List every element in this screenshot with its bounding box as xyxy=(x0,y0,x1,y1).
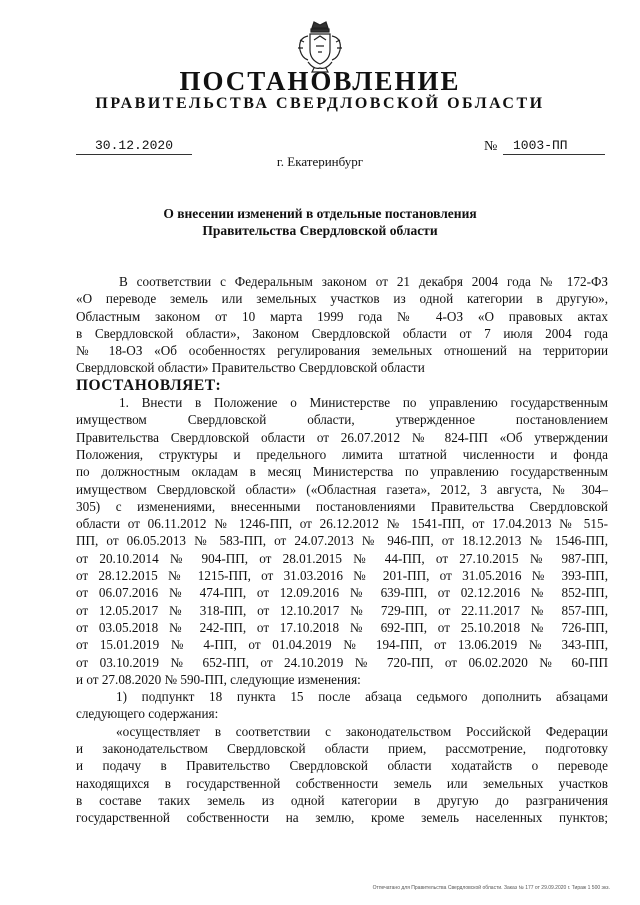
body-line: Свердловской области» Правительство Свердловской области xyxy=(76,360,425,376)
body-line: по должностным окладам в месяц Министерства по управлению государственным xyxy=(76,464,608,480)
body-line: государственной собственности на землю, кроме земель населенных пунктов; xyxy=(76,810,608,826)
body-line: Положения, структуры и предельного лимита штатной численности и фонда xyxy=(76,446,608,462)
body-line: 305) с изменениями, внесенными постановлениями Правительства Свердловской xyxy=(76,498,608,514)
document-subject xyxy=(0,205,640,239)
body-line: в Свердловской области», Законом Свердловской области от 7 июля 2004 года xyxy=(76,325,608,341)
body-line: Правительства Свердловской области от 26.07.2012 № 824-ПП «Об утверждении xyxy=(76,429,608,445)
body-line: от 20.10.2014 № 904-ПП, от 28.01.2015 № 44-ПП, от 27.10.2015 № 987-ПП, xyxy=(76,550,608,566)
body-line: в составе таких земель из одной категории в другую до разграничения xyxy=(76,792,608,808)
body-line: от 06.07.2016 № 474-ПП, от 12.09.2016 № 639-ПП, от 02.12.2016 № 852-ПП, xyxy=(76,585,608,601)
body-line: № 18-ОЗ «Об особенностях регулирования земельных отношений на территории xyxy=(76,343,608,359)
body-line: В соответствии с Федеральным законом от 21 декабря 2004 года № 172-ФЗ xyxy=(119,274,608,289)
city: г. Екатеринбург xyxy=(276,154,364,169)
body-line: и от 27.08.2020 № 590-ПП, следующие изменения: xyxy=(76,671,361,687)
body-line: от 28.12.2015 № 1215-ПП, от 31.03.2016 № 201-ПП, от 31.05.2016 № 393-ПП, xyxy=(76,568,608,584)
body-line: 1. Внести в Положение о Министерстве по управлению государственным xyxy=(119,395,608,411)
body-line: от 12.05.2017 № 318-ПП, от 12.10.2017 № 729-ПП, от 22.11.2017 № 857-ПП, xyxy=(76,602,608,618)
document-date: 30.12.2020 xyxy=(76,138,192,155)
subject-line: Правительства Свердловской области xyxy=(202,223,438,238)
subject-line: О внесении изменений в отдельные постановления xyxy=(163,206,477,221)
body-line: ПП, от 06.05.2013 № 583-ПП, от 24.07.2013 № 946-ПП, от 18.12.2013 № 1546-ПП, xyxy=(76,533,608,549)
body-line: следующего содержания: xyxy=(76,706,219,722)
number-sign: № xyxy=(484,139,498,154)
decree-word: ПОСТАНОВЛЯЕТ: xyxy=(76,376,222,394)
document-body xyxy=(76,273,608,827)
print-footer: Отпечатано для Правительства Свердловской области. Заказ № 177 от 29.09.2020 г. Тираж 1 500 экз. xyxy=(372,885,610,891)
body-line: имуществом Свердловской области, утвержденное постановлением xyxy=(76,412,608,428)
document-title: ПОСТАНОВЛЕНИЕ xyxy=(179,66,461,96)
body-line: и подачу в Правительство Свердловской области ходатайств о переводе xyxy=(76,758,608,774)
body-line: от 03.10.2019 № 652-ПП, от 24.10.2019 № 720-ПП, от 06.02.2020 № 60-ПП xyxy=(76,654,608,670)
body-line: 1) подпункт 18 пункта 15 после абзаца седьмого дополнить абзацами xyxy=(116,689,608,705)
body-line: «осуществляет в соответствии с законодательством Российской Федерации xyxy=(116,723,608,739)
issuing-authority: ПРАВИТЕЛЬСТВА СВЕРДЛОВСКОЙ ОБЛАСТИ xyxy=(95,95,545,112)
body-line: Областным законом от 10 марта 1999 года № 4-ОЗ «О правовых актах xyxy=(76,308,608,324)
body-line: области от 06.11.2012 № 1246-ПП, от 26.12.2012 № 1541-ПП, от 17.04.2013 № 515- xyxy=(76,516,608,532)
body-line: от 15.01.2019 № 4-ПП, от 01.04.2019 № 194-ПП, от 13.06.2019 № 343-ПП, xyxy=(76,637,608,653)
body-line: «О переводе земель или земельных участков из одной категории в другую», xyxy=(76,291,608,307)
document-number: 1003-ПП xyxy=(503,138,605,155)
body-line: и законодательством Свердловской области прием, рассмотрение, подготовку xyxy=(76,741,608,757)
body-line: имуществом Свердловской области» («Областная газета», 2012, 3 августа, № 304– xyxy=(76,481,608,497)
body-line: находящихся в государственной собственности земель или земельных участков xyxy=(76,775,608,791)
body-line: от 03.05.2018 № 242-ПП, от 17.10.2018 № 692-ПП, от 25.10.2018 № 726-ПП, xyxy=(76,619,608,635)
